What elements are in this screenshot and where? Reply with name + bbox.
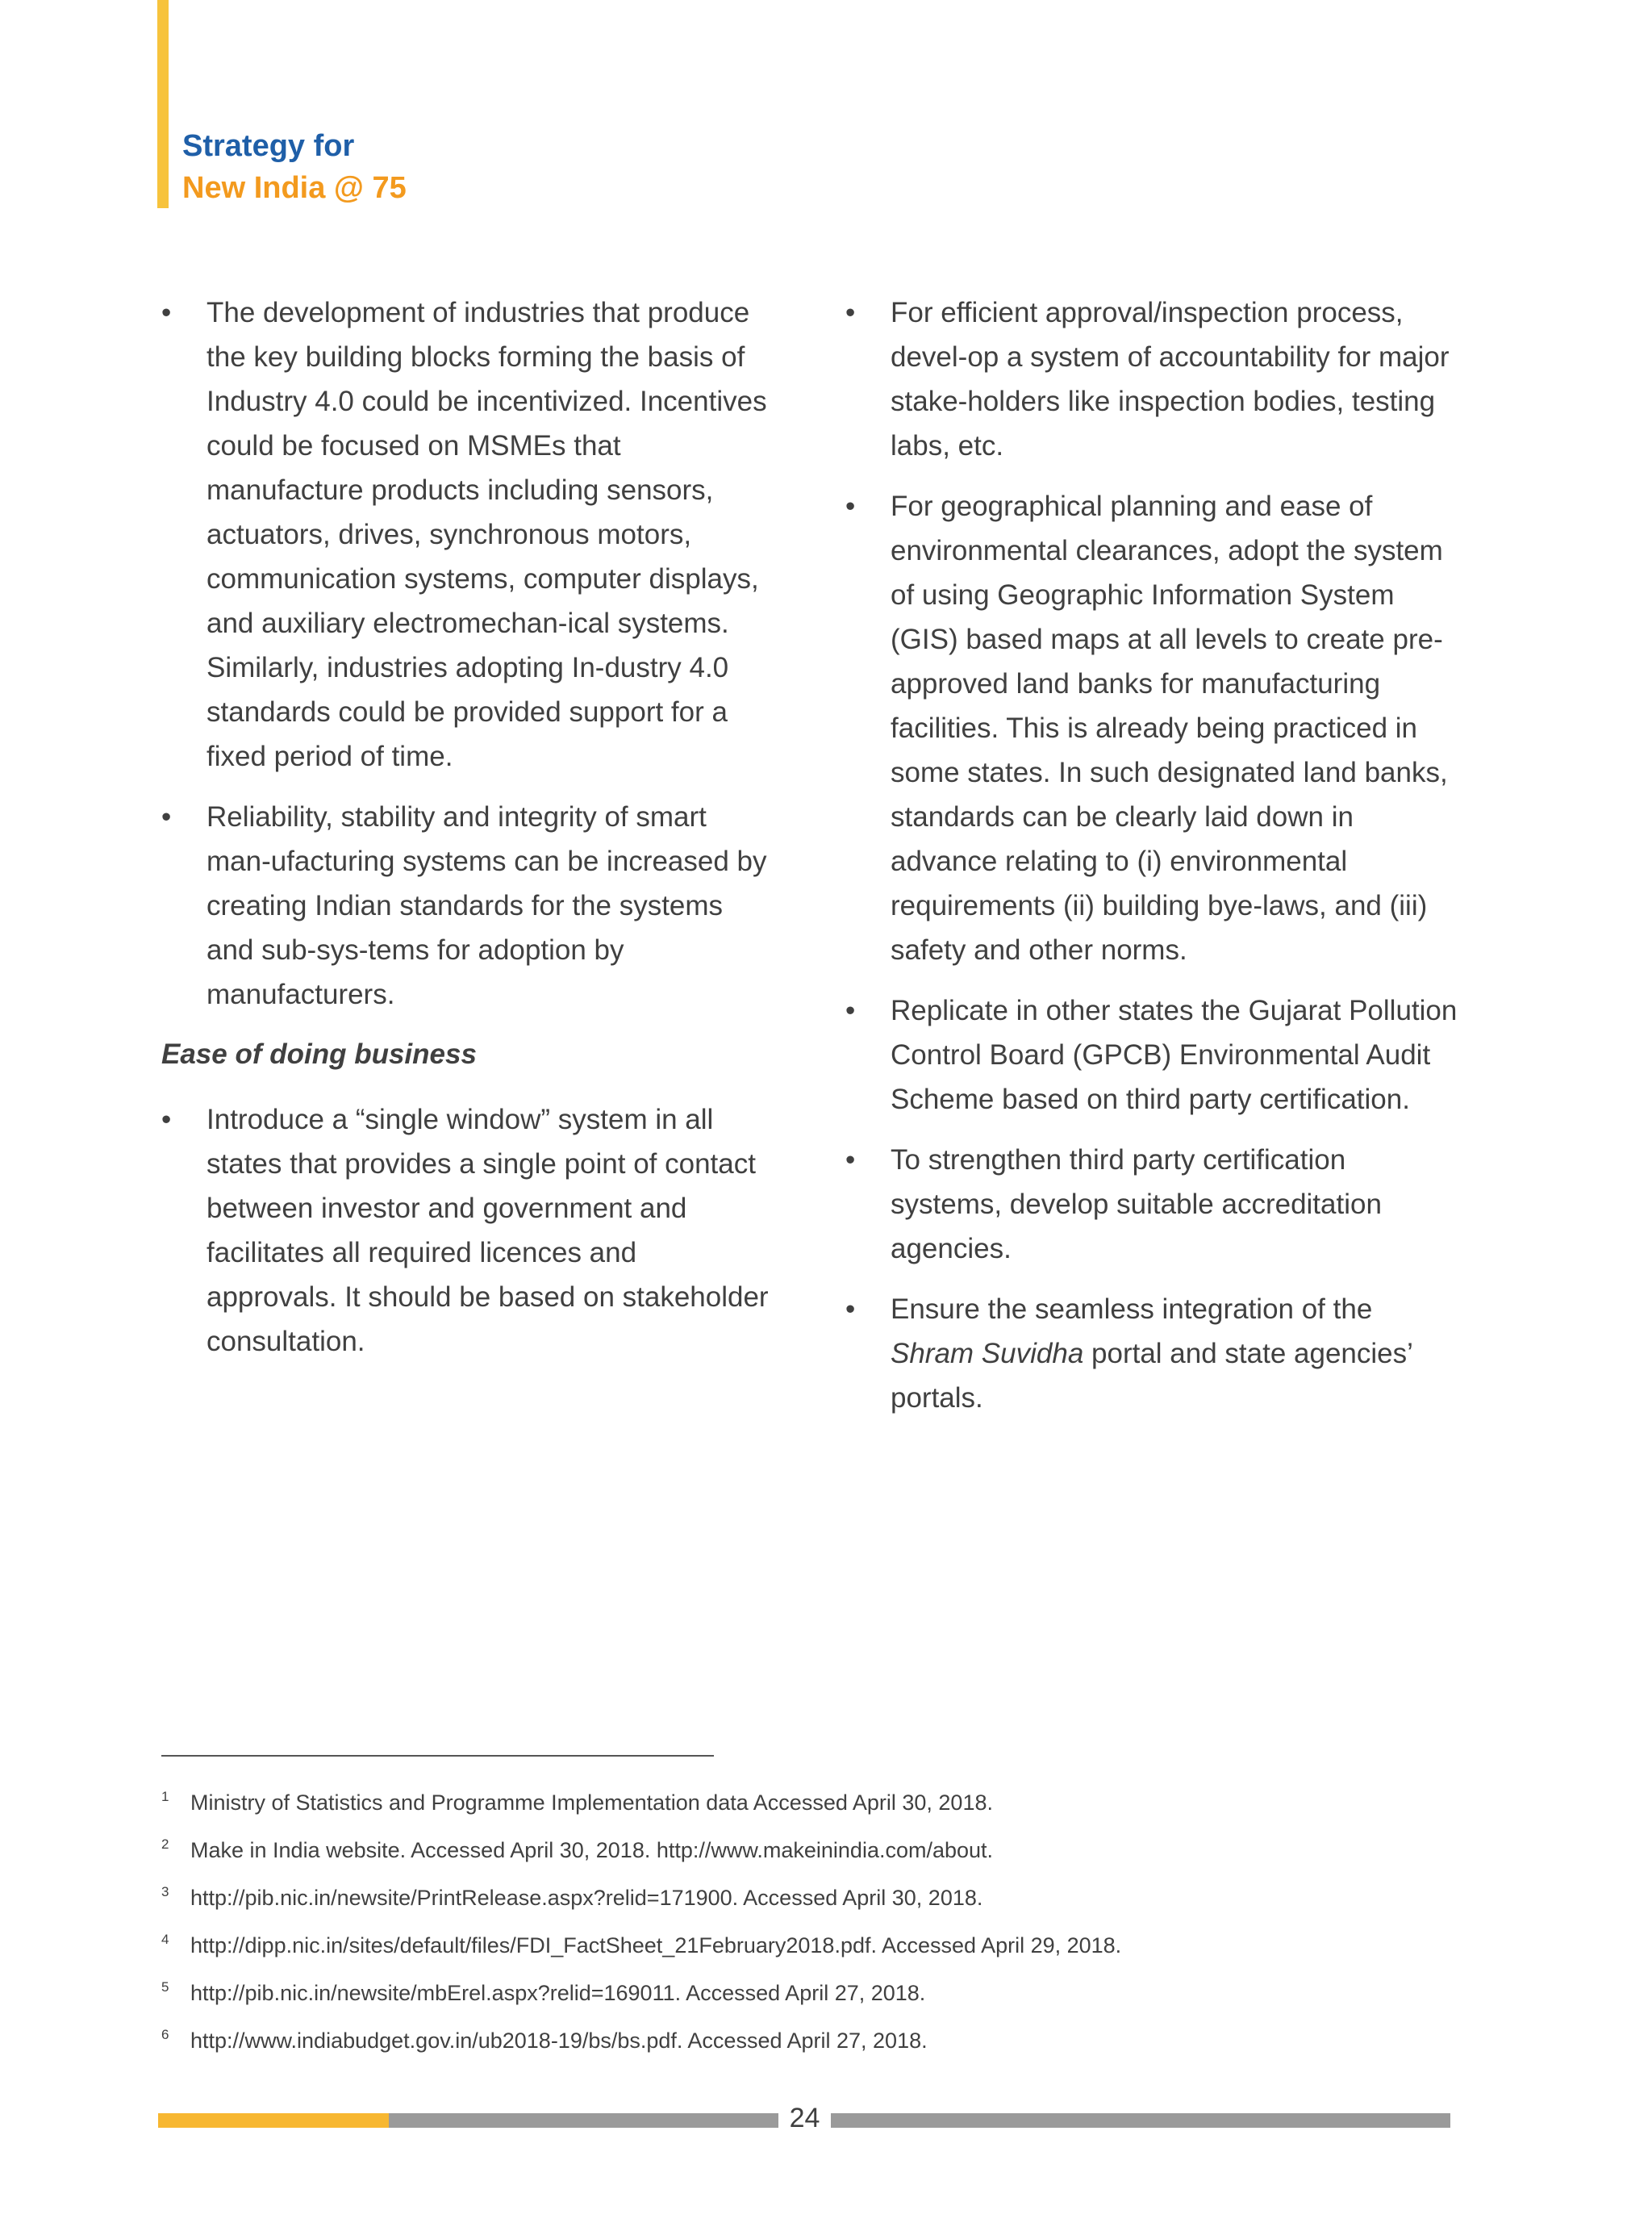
bullet-icon: •	[845, 1293, 856, 1325]
footnote-text: Ministry of Statistics and Programme Implementation data Accessed April 30, 2018.	[190, 1790, 993, 1815]
header-title-line2: New India @ 75	[182, 171, 407, 205]
list-item-text: Replicate in other states the Gujarat Pollution Control Board (GPCB) Environmental Audit Scheme based on third party certification.	[891, 995, 1458, 1115]
footnote-number: 4	[161, 1932, 169, 1947]
footnote-text: http://pib.nic.in/newsite/mbErel.aspx?relid=169011. Accessed April 27, 2018.	[190, 1981, 926, 2005]
list-item	[845, 484, 1458, 972]
section-subheading: Ease of doing business	[161, 1038, 477, 1070]
left-column	[161, 290, 774, 1380]
footnote-text: http://dipp.nic.in/sites/default/files/FDI_FactSheet_21February2018.pdf. Accessed April 29, 2018.	[190, 1933, 1122, 1958]
header-accent-bar	[157, 0, 169, 208]
bullet-icon: •	[845, 491, 856, 522]
bullet-icon: •	[161, 801, 172, 833]
header-title-line1: Strategy for	[182, 129, 355, 163]
footer-bar-yellow	[158, 2113, 389, 2128]
list-item	[845, 290, 1458, 468]
list-item	[845, 1287, 1458, 1420]
footnote	[161, 1970, 1452, 2017]
list-item-text-suffix: portal and state agencies’ portals.	[891, 1338, 1412, 1414]
bullet-list-top	[161, 290, 774, 1017]
bullet-list-right	[845, 290, 1458, 1420]
footnote-number: 2	[161, 1836, 169, 1852]
list-item-text: For efficient approval/inspection process, devel-op a system of accountability for major stake-holders like inspection bodies, testing labs, etc.	[891, 297, 1450, 462]
bullet-icon: •	[845, 1144, 856, 1176]
list-item	[845, 988, 1458, 1122]
list-item-text-italic: Shram Suvidha	[891, 1338, 1084, 1369]
bullet-icon: •	[161, 297, 172, 328]
list-item-text: Introduce a “single window” system in all states that provides a single point of contact between investor and government and facilitates all required licences and approvals. It should be based on stakeholder consultation.	[206, 1104, 769, 1357]
footnote-text: http://www.indiabudget.gov.in/ub2018-19/bs/bs.pdf. Accessed April 27, 2018.	[190, 2029, 928, 2053]
footnote	[161, 1922, 1452, 1970]
list-item	[161, 795, 774, 1017]
bullet-icon: •	[845, 297, 856, 328]
running-header	[182, 125, 407, 209]
footnote	[161, 1827, 1452, 1874]
footnotes	[161, 1779, 1452, 2065]
footnote-number: 3	[161, 1884, 169, 1899]
footnote-rule	[161, 1755, 714, 1757]
footnote-number: 1	[161, 1789, 169, 1804]
footer-bar-grey-right	[831, 2113, 1450, 2128]
footnote	[161, 1874, 1452, 1922]
footnote	[161, 1779, 1452, 1827]
list-item-text: To strengthen third party certification systems, develop suitable accreditation agencies.	[891, 1144, 1382, 1264]
footnote-text: http://pib.nic.in/newsite/PrintRelease.aspx?relid=171900. Accessed April 30, 2018.	[190, 1886, 983, 1910]
bullet-icon: •	[845, 995, 856, 1026]
list-item-text-prefix: Ensure the seamless integration of the	[891, 1293, 1373, 1325]
footnote	[161, 2017, 1452, 2065]
bullet-icon: •	[161, 1104, 172, 1135]
list-item	[161, 1097, 774, 1364]
footnote-number: 6	[161, 2027, 169, 2042]
footnote-text: Make in India website. Accessed April 30, 2018. http://www.makeinindia.com/about.	[190, 1838, 994, 1862]
footer-bar-grey-left	[389, 2113, 778, 2128]
right-column	[845, 290, 1458, 1436]
list-item	[161, 290, 774, 779]
page-number: 24	[789, 2103, 820, 2133]
list-item-text: For geographical planning and ease of environmental clearances, adopt the system of using Geographic Information System (GIS) based maps at all levels to create pre-approved land banks for manufacturing facilities. This is already being practiced in some states. In such designated land banks, standards can be clearly laid down in advance relating to (i) environmental requirements (ii) building bye-laws, and (iii) safety and other norms.	[891, 491, 1448, 966]
bullet-list-bottom	[161, 1097, 774, 1364]
list-item	[845, 1138, 1458, 1271]
list-item-text: Reliability, stability and integrity of smart man-ufacturing systems can be increased by creating Indian standards for the systems and sub-sys-tems for adoption by manufacturers.	[206, 801, 767, 1010]
list-item-text: The development of industries that produce the key building blocks forming the basis of Industry 4.0 could be incentivized. Incentives could be focused on MSMEs that manufacture products including sensors, actuators, drives, synchronous motors, communication systems, computer displays, and auxiliary electromechan-ical systems. Similarly, industries adopting In-dustry 4.0 standards could be provided support for a fixed period of time.	[206, 297, 767, 772]
footnote-number: 5	[161, 1979, 169, 1995]
